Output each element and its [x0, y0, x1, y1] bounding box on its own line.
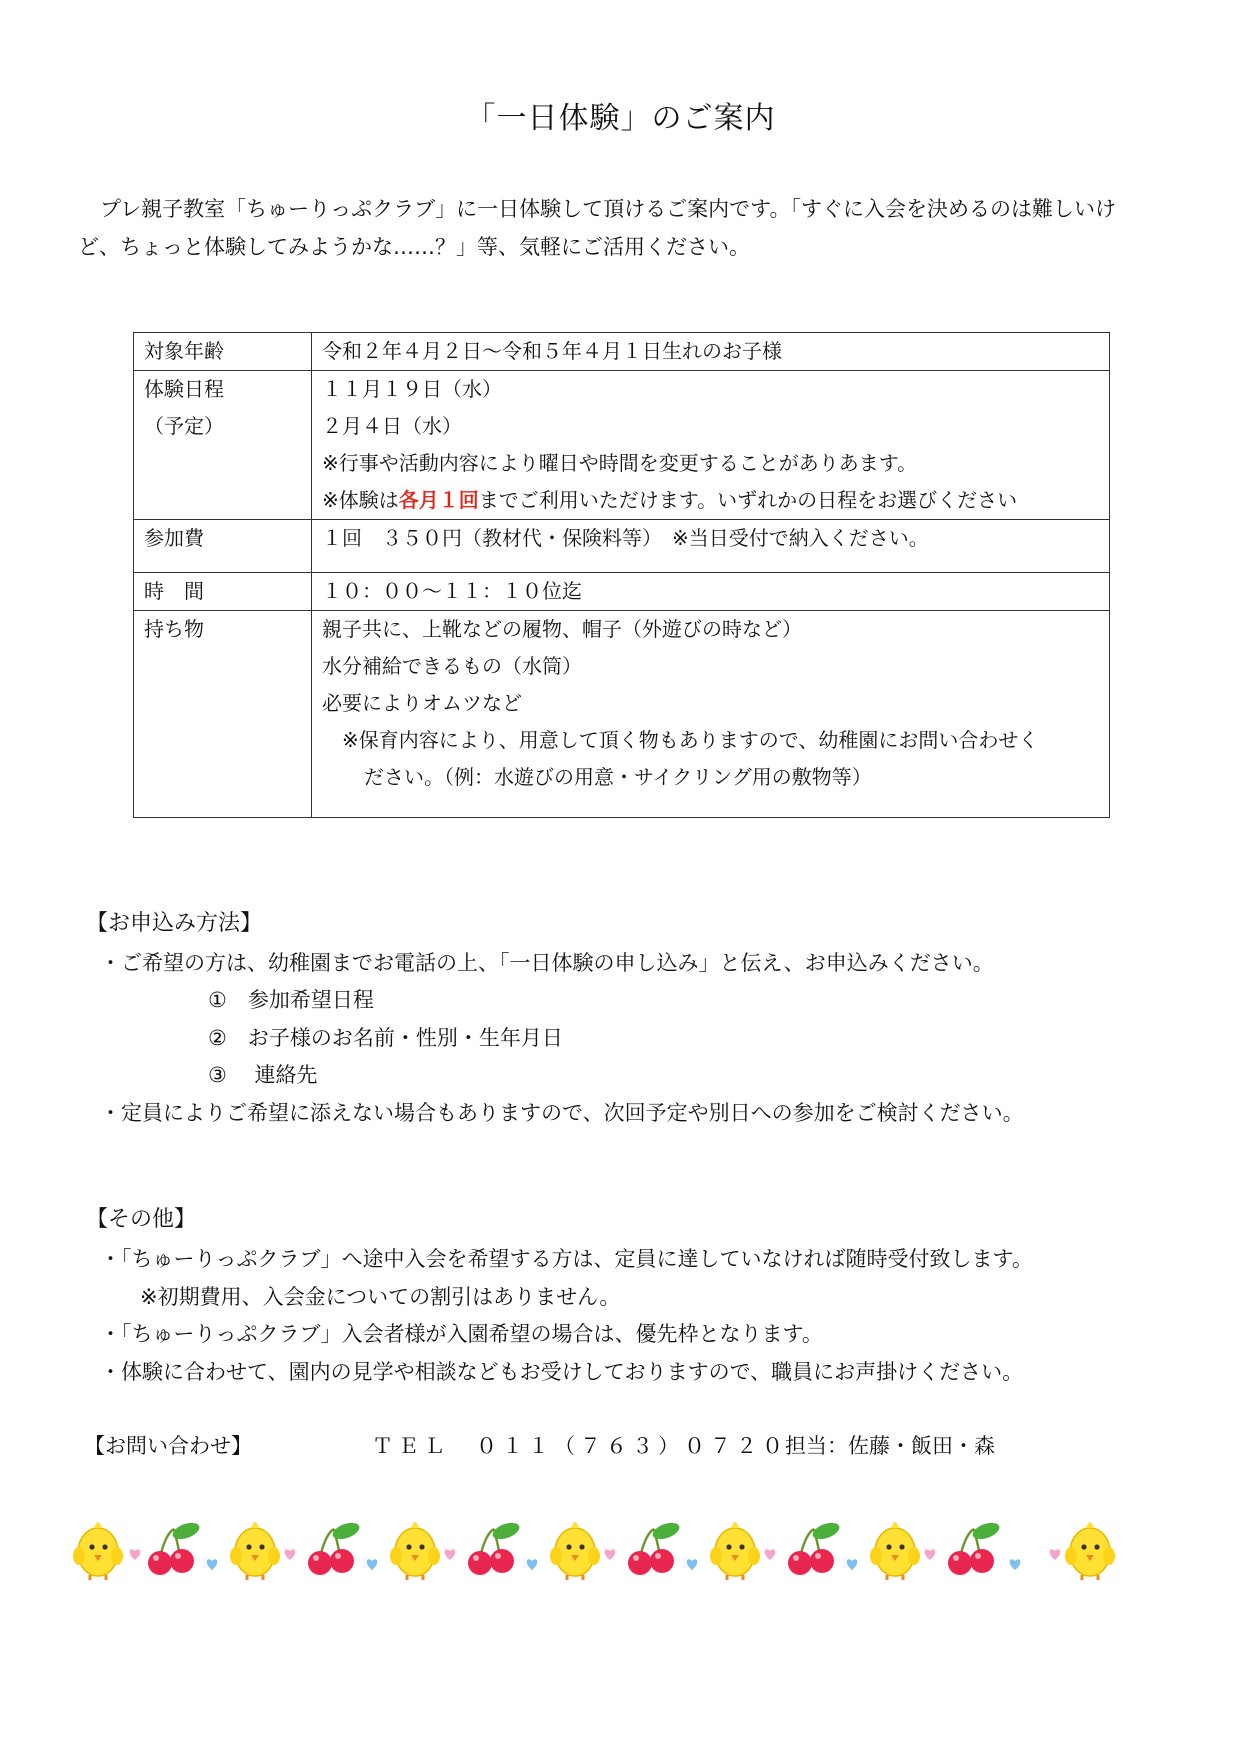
decorative-border — [70, 1505, 1130, 1600]
apply-item-2: ② お子様のお名前・性別・生年月日 — [208, 1026, 563, 1050]
age-value: 令和２年４月２日～令和５年４月１日生れのお子様 — [322, 339, 782, 363]
cherry-icon — [788, 1520, 842, 1575]
intro-paragraph — [78, 190, 1168, 266]
schedule-date-1: １１月１９日（水） — [322, 377, 502, 401]
cherry-icon — [148, 1520, 202, 1575]
cherry-icon — [468, 1520, 522, 1575]
age-label: 対象年齢 — [144, 339, 224, 363]
other-line-1-note: ※初期費用、入会金についての割引はありません。 — [140, 1285, 621, 1309]
items-line-2: 水分補給できるもの（水筒） — [322, 654, 582, 678]
items-line-3: 必要によりオムツなど — [322, 691, 522, 715]
heart-icon — [1050, 1549, 1061, 1560]
schedule-note-2-emphasis: 各月１回 — [398, 488, 479, 512]
schedule-label: 体験日程 — [144, 377, 224, 401]
table-row-time — [134, 573, 1110, 611]
chick-icon — [550, 1522, 600, 1580]
apply-item-3: ③ 連絡先 — [208, 1063, 318, 1087]
heart-icon — [445, 1549, 456, 1560]
schedule-note-2-pre: ※体験は — [322, 488, 399, 512]
time-value: １０：００～１１：１０位迄 — [322, 579, 582, 603]
table-row-schedule — [134, 371, 1110, 520]
chick-icon — [710, 1522, 760, 1580]
heart-icon — [207, 1559, 218, 1570]
cherry-icon — [308, 1520, 362, 1575]
heart-icon — [605, 1549, 616, 1560]
heart-icon — [847, 1559, 858, 1570]
chick-icon — [73, 1522, 123, 1580]
table-row-fee — [134, 520, 1110, 573]
items-note-2: ださい。（例：水遊びの用意・サイクリング用の敷物等） — [364, 765, 872, 789]
cherry-icon — [948, 1520, 1002, 1575]
contact-staff: 担当：佐藤・飯田・森 — [785, 1434, 995, 1458]
schedule-note-2-post: までご利用いただけます。いずれかの日程をお選びください — [478, 488, 1018, 512]
chick-icon — [870, 1522, 920, 1580]
heart-icon — [367, 1559, 378, 1570]
schedule-label-note: （予定） — [144, 414, 224, 438]
apply-line-1: ・ご希望の方は、幼稚園までお電話の上、「一日体験の申し込み」と伝え、お申込みください。 — [100, 951, 994, 975]
heart-icon — [130, 1549, 141, 1560]
chick-icon — [390, 1522, 440, 1580]
items-label: 持ち物 — [144, 617, 204, 641]
heart-icon — [527, 1559, 538, 1570]
schedule-note-1: ※行事や活動内容により曜日や時間を変更することがありあます。 — [322, 451, 918, 475]
intro-line-2: ど、ちょっと体験してみようかな……？」等、気軽にご活用ください。 — [78, 235, 750, 259]
items-line-1: 親子共に、上靴などの履物、帽子（外遊びの時など） — [322, 617, 802, 641]
fee-value: １回 ３５０円（教材代・保険料等） ※当日受付で納入ください。 — [322, 526, 929, 550]
other-line-2: ・「ちゅーりっぷクラブ」入会者様が入園希望の場合は、優先枠となります。 — [100, 1322, 823, 1346]
other-line-1: ・「ちゅーりっぷクラブ」へ途中入会を希望する方は、定員に達していなければ随時受付致します。 — [100, 1247, 1033, 1271]
heart-icon — [285, 1549, 296, 1560]
heart-icon — [1010, 1559, 1021, 1570]
schedule-date-2: ２月４日（水） — [322, 414, 462, 438]
time-label: 時 間 — [144, 579, 204, 603]
other-heading: 【その他】 — [86, 1207, 197, 1232]
heart-icon — [765, 1549, 776, 1560]
heart-icon — [687, 1559, 698, 1570]
contact-tel[interactable]: ＴＥＬ ０１１（７６３）０７２０ — [372, 1434, 788, 1458]
items-note-1: ※保育内容により、用意して頂く物もありますので、幼稚園にお問い合わせく — [342, 728, 1039, 752]
apply-item-1: ① 参加希望日程 — [208, 988, 374, 1012]
heart-icon — [925, 1549, 936, 1560]
page-title: 「一日体験」のご案内 — [465, 101, 776, 136]
fee-label: 参加費 — [144, 526, 204, 550]
schedule-note-2 — [322, 482, 1099, 519]
chick-icon — [230, 1522, 280, 1580]
apply-line-2: ・定員によりご希望に添えない場合もありますので、次回予定や別日への参加をご検討ください。 — [100, 1101, 1024, 1125]
contact-label: 【お問い合わせ】 — [84, 1434, 252, 1458]
other-line-3: ・体験に合わせて、園内の見学や相談などもお受けしておりますので、職員にお声掛けください。 — [100, 1360, 1024, 1384]
info-table — [133, 332, 1110, 818]
cherry-icon — [628, 1520, 682, 1575]
table-row-items — [134, 611, 1110, 818]
intro-line-1: プレ親子教室「ちゅーりっぷクラブ」に一日体験して頂けるご案内です。「すぐに入会を決めるのは難しいけ — [100, 197, 1116, 221]
table-row-age — [134, 333, 1110, 371]
apply-heading: 【お申込み方法】 — [86, 911, 263, 936]
chick-icon — [1065, 1522, 1115, 1580]
